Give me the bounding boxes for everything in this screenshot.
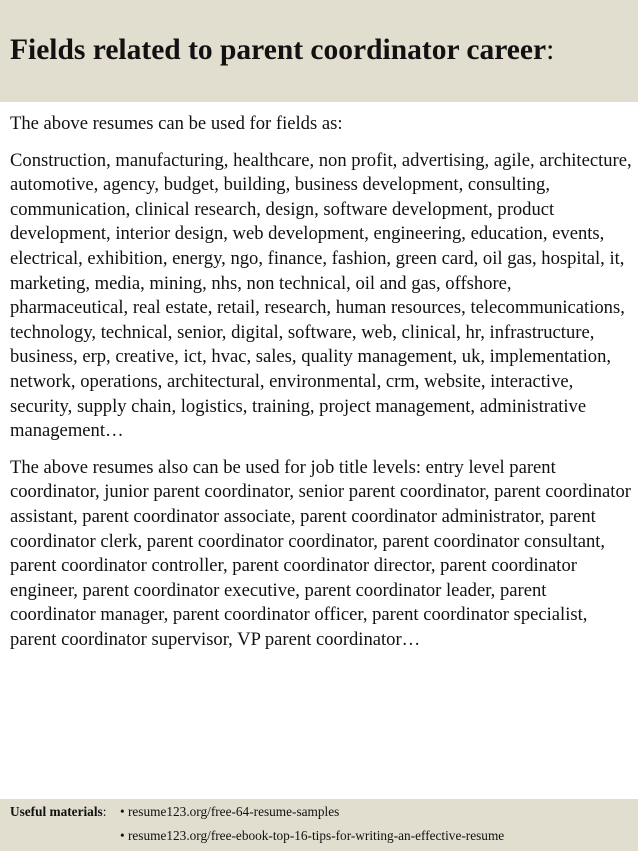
fields-list: Construction, manufacturing, healthcare, non profit, advertising, agile, architecture, automotive, agency, budget, building, business development, consulting, communication, clinical research, design, software development, product development, interior design, web development, engineering, education, events, electrical, exhibition, energy, ngo, finance, fashion, green card, oil gas, hospital, it, marketing, media, mining, nhs, non technical, oil and gas, offshore, pharmaceutical, real estate, retail, research, human resources, telecommunications, technology, technical, senior, digital, software, web, clinical, hr, infrastructure, business, erp, creative, ict, hvac, sales, quality management, uk, implementation, network, operations, architectural, environmental, crm, website, interactive, security, supply chain, logistics, training, project management, administrative management… — [10, 149, 632, 442]
job-levels-paragraph: The above resumes also can be used for job title levels: entry level parent coordinator, junior parent coordinator, senior parent coordinator, parent coordinator assistant, parent coordinator associate, parent coordinator administrator, parent coordinator clerk, parent coordinator coordinator, parent coordinator consultant, parent coordinator controller, parent coordinator director, parent coordinator engineer, parent coordinator executive, parent coordinator leader, parent coordinator manager, parent coordinator officer, parent coordinator specialist, parent coordinator supervisor, VP parent coordinator… — [10, 456, 631, 650]
title-banner — [0, 0, 638, 102]
page-title-colon: : — [546, 34, 555, 66]
page-title — [10, 30, 554, 70]
footer-row-1 — [10, 803, 106, 821]
main-content — [10, 112, 634, 652]
page-title-text: Fields related to parent coordinator career — [10, 34, 547, 66]
useful-materials-label: Useful materials — [10, 804, 103, 819]
footer-link-ebook-tips[interactable]: • resume123.org/free-ebook-top-16-tips-for-writing-an-effective-resume — [120, 828, 505, 843]
useful-materials-colon: : — [102, 804, 107, 819]
useful-materials-footer — [0, 799, 638, 851]
fields-intro: The above resumes can be used for fields as: — [10, 113, 343, 134]
footer-link-resume-samples[interactable]: • resume123.org/free-64-resume-samples — [120, 804, 340, 819]
